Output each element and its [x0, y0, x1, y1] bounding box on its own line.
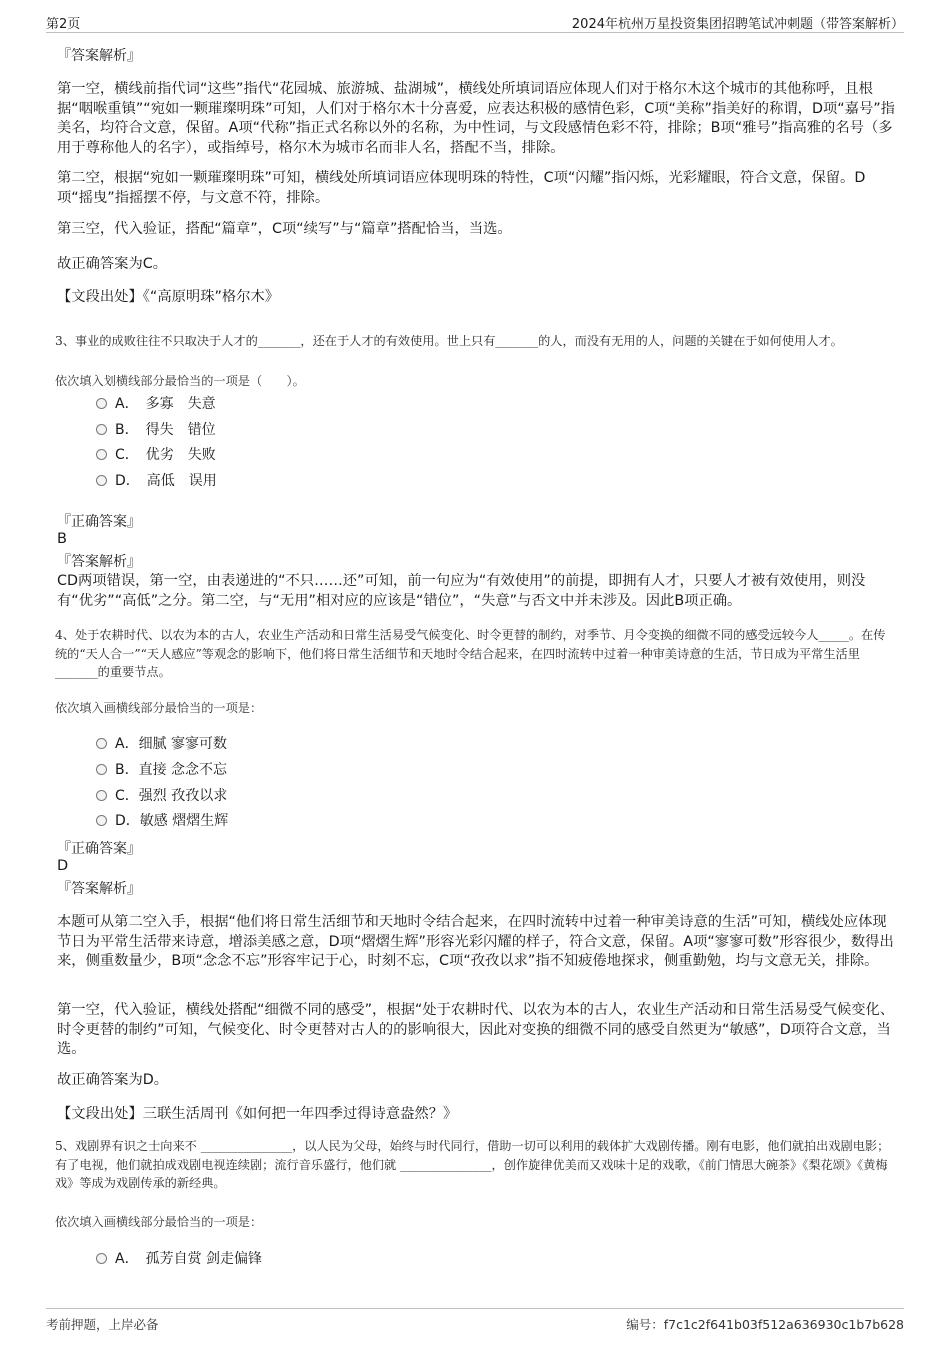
radio-icon[interactable] — [96, 1253, 107, 1264]
question-4-analysis-paragraph-1: 本题可从第二空入手，根据“他们将日常生活细节和天地时令结合起来，在四时流转中过着一种审美诗意的生活”可知，横线处应体现节日为平常生活带来诗意，增添美感之意，D项“熠熠生辉”形容光彩闪耀的样子，符合文意，保留。A项“寥寥可数”形容很少，数得出来，侧重数量少，B项“念念不忘”形容牢记于心，时刻不忘，C项“孜孜以求”指不知疲倦地探求，侧重勤勉，均与文意无关，排除。 — [57, 914, 894, 969]
question-5-option-a[interactable]: A． 孤芳自赏 剑走偏锋 — [96, 1249, 262, 1269]
radio-icon[interactable] — [96, 398, 107, 409]
question-3-stem: 3、事业的成败往往不只取决于人才的_______，还在于人才的有效使用。世上只有_______的人，而没有无用的人，问题的关键在于如何使用人才。 — [55, 334, 843, 348]
source-citation: 【文段出处】《“高原明珠”格尔木》 — [57, 289, 280, 305]
question-4-option-c[interactable]: C．强烈 孜孜以求 — [96, 786, 227, 806]
question-3-answer-label: 『正确答案』 — [57, 514, 141, 530]
radio-icon[interactable] — [96, 424, 107, 435]
radio-icon[interactable] — [96, 815, 107, 826]
analysis-label: 『答案解析』 — [57, 48, 141, 64]
question-3-option-d[interactable]: D． 高低 误用 — [96, 471, 217, 491]
analysis-paragraph-2: 第二空，根据“宛如一颗璀璨明珠”可知，横线处所填词语应体现明珠的特性，C项“闪耀”指闪烁，光彩耀眼，符合文意，保留。D项“摇曳”指摇摆不停，与文意不符，排除。 — [57, 170, 866, 206]
document-title: 2024年杭州万星投资集团招聘笔试冲刺题（带答案解析） — [571, 17, 904, 32]
footer-slogan: 考前押题，上岸必备 — [46, 1317, 159, 1332]
question-3-analysis: CD两项错误，第一空，由表递进的“不只……还”可知，前一句应为“有效使用”的前提，即拥有人才，只要人才被有效使用，则没有“优劣”“高低”之分。第二空，与“无用”相对应的应该是“错位”，“失意”与否文中并未涉及。因此B项正确。 — [57, 573, 866, 609]
question-4-analysis-label: 『答案解析』 — [57, 881, 141, 897]
radio-icon[interactable] — [96, 790, 107, 801]
page-number: 第2页 — [46, 17, 81, 32]
question-4-conclusion: 故正确答案为D。 — [57, 1072, 169, 1088]
question-4-stem: 4、处于农耕时代、以农为本的古人，农业生产活动和日常生活易受气候变化、时令更替的制约，对季节、月令变换的细微不同的感受远较今人_____。在传统的“天人合一”“天人感应”等观念的影响下，他们将日常生活细节和天地时令结合起来，在四时流转中过着一种审美诗意的生活，节日成为平常生活里_______的重要节点。 — [55, 628, 886, 679]
page-header — [46, 8, 904, 33]
question-4-answer: D — [57, 858, 69, 874]
analysis-paragraph-3: 第三空，代入验证，搭配“篇章”，C项“续写”与“篇章”搭配恰当，当选。 — [57, 221, 512, 237]
question-4-analysis-paragraph-2: 第一空，代入验证，横线处搭配“细微不同的感受”，根据“处于农耕时代、以农为本的古人，农业生产活动和日常生活易受气候变化、时令更替的制约”可知，气候变化、时令更替对古人的的影响很大，因此对变换的细微不同的感受自然更为“敏感”，D项符合文意，当选。 — [57, 1002, 895, 1057]
question-3-answer: B — [57, 531, 67, 547]
question-3-option-b[interactable]: B． 得失 错位 — [96, 420, 216, 440]
question-3-option-c[interactable]: C． 优劣 失败 — [96, 445, 216, 465]
question-5-instruction: 依次填入画横线部分最恰当的一项是： — [55, 1215, 263, 1229]
question-5-stem: 5、戏剧界有识之士向来不 _______________，以人民为父母，始终与时代同行，借助一切可以利用的载体扩大戏剧传播。刚有电影，他们就拍出戏剧电影；有了电视，他们就拍成戏剧电视连续剧；流行音乐盛行，他们就 _______________，创作旋律优美而又戏味十足的戏歌，《前门情思大碗茶》《梨花颂》《黄梅戏》等成为戏剧传承的新经典。 — [55, 1139, 890, 1190]
analysis-conclusion: 故正确答案为C。 — [57, 256, 168, 272]
question-4-option-a[interactable]: A．细腻 寥寥可数 — [96, 734, 227, 754]
question-4-instruction: 依次填入画横线部分最恰当的一项是： — [55, 701, 263, 715]
radio-icon[interactable] — [96, 475, 107, 486]
question-4-option-d[interactable]: D．敏感 熠熠生辉 — [96, 811, 228, 831]
page-footer — [46, 1308, 904, 1335]
question-3-option-a[interactable]: A． 多寡 失意 — [96, 394, 216, 414]
radio-icon[interactable] — [96, 738, 107, 749]
question-4-answer-label: 『正确答案』 — [57, 841, 141, 857]
radio-icon[interactable] — [96, 449, 107, 460]
radio-icon[interactable] — [96, 764, 107, 775]
analysis-paragraph-1: 第一空，横线前指代词“这些”指代“花园城、旅游城、盐湖城”，横线处所填词语应体现人们对于格尔木这个城市的其他称呼，且根据“咽喉重镇”“宛如一颗璀璨明珠”可知，人们对于格尔木十分喜爱，应表达积极的感情色彩，C项“美称”指美好的称谓，D项“嘉号”指美名，均符合文意，保留。A项“代称”指正式名称以外的名称，为中性词，与文段感情色彩不符，排除；B项“雅号”指高雅的名号（多用于尊称他人的名字），或指绰号，格尔木为城市名而非人名，搭配不当，排除。 — [57, 81, 895, 156]
question-3-analysis-label: 『答案解析』 — [57, 554, 141, 570]
question-4-option-b[interactable]: B．直接 念念不忘 — [96, 760, 227, 780]
document-id: 编号：f7c1c2f641b03f512a636930c1b7b628 — [626, 1317, 904, 1332]
question-4-source-citation: 【文段出处】三联生活周刊《如何把一年四季过得诗意盎然？》 — [57, 1106, 458, 1122]
question-3-instruction: 依次填入划横线部分最恰当的一项是（ ）。 — [55, 374, 305, 388]
